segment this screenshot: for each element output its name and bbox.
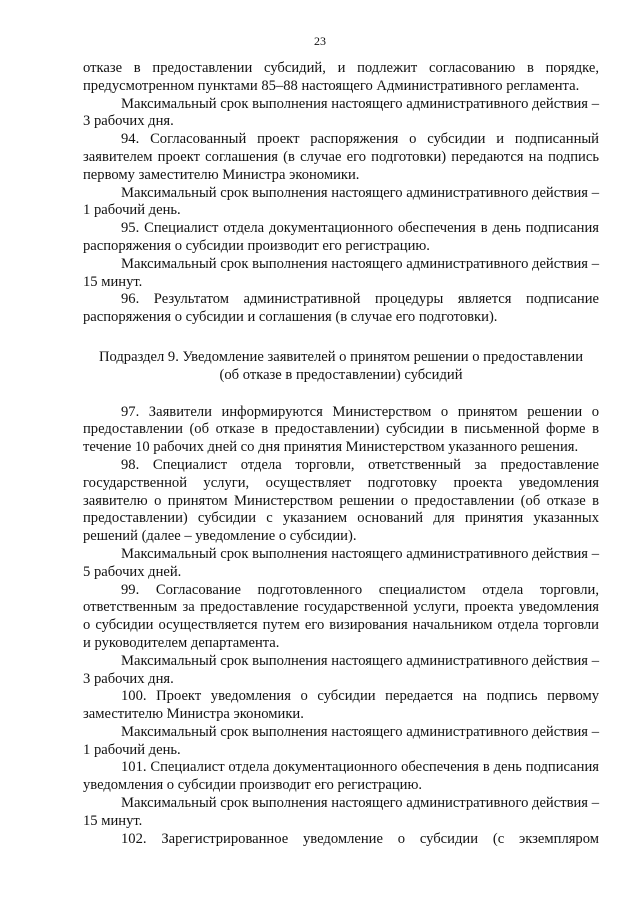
paragraph: 94. Согласованный проект распоряжения о субсидии и подписанный заявителем проект соглашения (в случае его подготовки) передаются на подпись первому заместителю Министра экономики. bbox=[83, 131, 599, 183]
paragraph: Максимальный срок выполнения настоящего административного действия – 1 рабочий день. bbox=[83, 723, 599, 758]
paragraph: Максимальный срок выполнения настоящего административного действия – 3 рабочих дня. bbox=[83, 652, 599, 687]
paragraph: 99. Согласование подготовленного специалистом отдела торговли, ответственным за предоставление государственной услуги, проекта уведомления о субсидии осуществляется путем его визирования начальником отдела торговли и руководителем департамента. bbox=[83, 581, 599, 651]
paragraph: Максимальный срок выполнения настоящего административного действия – 15 минут. bbox=[83, 255, 599, 290]
paragraph: 96. Результатом административной процедуры является подписание распоряжения о субсидии и соглашения (в случае его подготовки). bbox=[83, 291, 599, 326]
page-content bbox=[83, 60, 599, 848]
subsection-heading-line-2: (об отказе в предоставлении) субсидий bbox=[219, 366, 463, 383]
paragraph: 101. Специалист отдела документационного обеспечения в день подписания уведомления о субсидии производит его регистрацию. bbox=[83, 759, 599, 794]
paragraph: 102. Зарегистрированное уведомление о субсидии (с экземпляром bbox=[121, 830, 599, 847]
paragraph: Максимальный срок выполнения настоящего административного действия – 1 рабочий день. bbox=[83, 184, 599, 219]
subsection-heading-line-1: Подраздел 9. Уведомление заявителей о принятом решении о предоставлении bbox=[98, 348, 584, 365]
paragraph: Максимальный срок выполнения настоящего административного действия – 3 рабочих дня. bbox=[83, 95, 599, 130]
paragraph: 97. Заявители информируются Министерством о принятом решении о предоставлении (об отказе в предоставлении) субсидии в письменной форме в течение 10 рабочих дней со дня принятия Министерством указанного решения. bbox=[83, 403, 599, 456]
paragraph: Максимальный срок выполнения настоящего административного действия – 15 минут. bbox=[83, 795, 599, 829]
paragraph: Максимальный срок выполнения настоящего административного действия – 5 рабочих дней. bbox=[83, 545, 599, 580]
paragraph: 95. Специалист отдела документационного обеспечения в день подписания распоряжения о субсидии производит его регистрацию. bbox=[83, 220, 599, 254]
paragraphs-before-heading bbox=[83, 60, 599, 327]
paragraph: 98. Специалист отдела торговли, ответственный за предоставление государственной услуги, осуществляет подготовку проекта уведомления заявителю о принятом Министерством решении о предоставлении (об отказе в предоставлении) субсидии с указанием оснований для принятия указанных решений (далее – уведомление о субсидии). bbox=[83, 456, 599, 545]
subsection-heading bbox=[83, 349, 599, 385]
paragraphs-after-heading bbox=[83, 404, 599, 849]
page-number: 23 bbox=[314, 34, 326, 48]
paragraph: отказе в предоставлении субсидий, и подлежит согласованию в порядке, предусмотренном пунктами 85–88 настоящего Административного регламента. bbox=[83, 60, 599, 94]
paragraph: 100. Проект уведомления о субсидии передается на подпись первому заместителю Министра экономики. bbox=[83, 688, 599, 723]
